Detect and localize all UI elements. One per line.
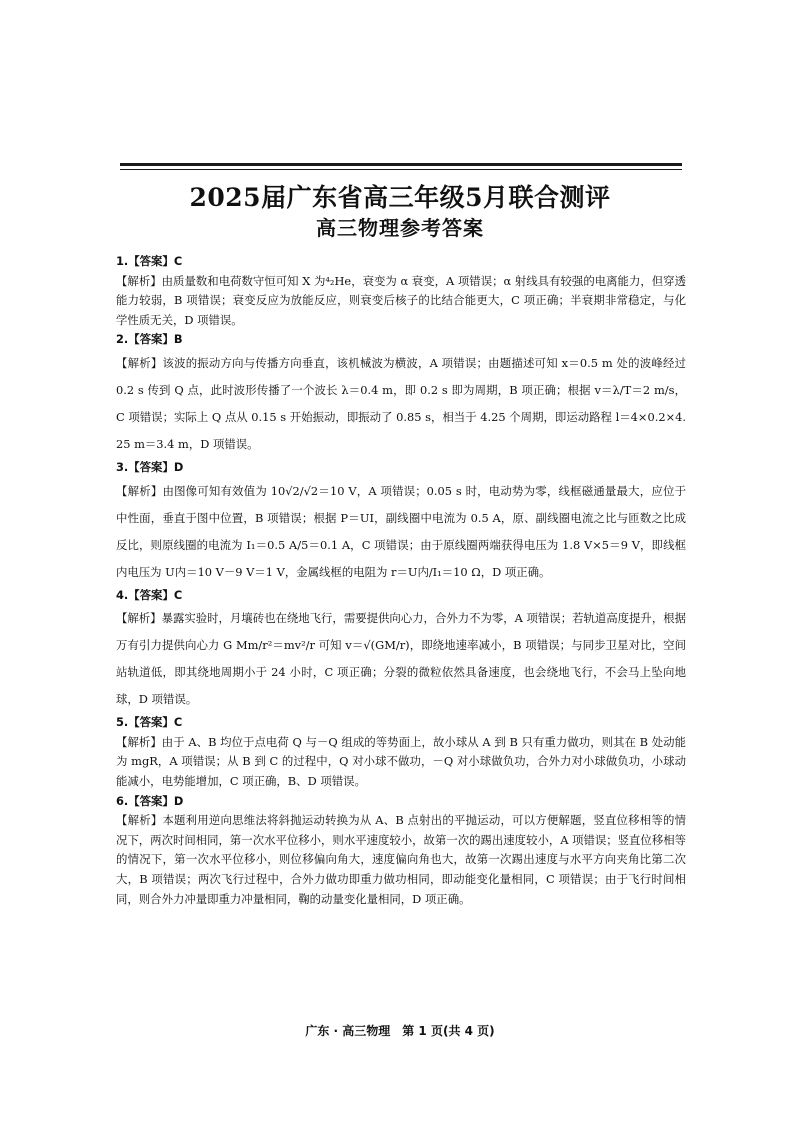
explanation-text: 【解析】暴露实验时，月壤砖也在绕地飞行，需要提供向心力，合外力不为零，A 项错误；若轨道高度提升，根据万有引力提供向心力 G Mm/r²＝mv²/r 可知 v＝√(GM/r)，即绕地速率减小，B 项错误；与同步卫星对比，空间站轨道低，即其绕地周期小于 24 小时，C 项正确；分裂的微粒依然具备速度，也会绕地飞行，不会马上坠向地球，D 项错误。 bbox=[116, 611, 686, 707]
question-5 bbox=[116, 713, 686, 791]
answer-line: 4.【答案】C bbox=[116, 587, 183, 602]
document-subtitle: 高三物理参考答案 bbox=[316, 216, 484, 240]
answer-line: 5.【答案】C bbox=[116, 715, 183, 730]
explanation-text: 【解析】本题利用逆向思维法将斜抛运动转换为从 A、B 点射出的平抛运动，可以方便解题，竖直位移相等的情况下，两次时间相同，第一次水平位移小，则水平速度较小，故第一次的踢出速度较小，A 项错误；竖直位移相等的情况下，第一次水平位移小，则位移偏向角大，速度偏向角也大，故第一次踢出速度与水平方向夹角比第二次大，B 项错误；两次飞行过程中，合外力做功即重力做功相同，即动能变化量相同，C 项错误；由于飞行时间相同，则合外力冲量即重力冲量相同，鞠的动量变化量相同，D 项正确。 bbox=[116, 813, 686, 906]
explanation-text: 【解析】该波的振动方向与传播方向垂直，该机械波为横波，A 项错误；由题描述可知 x＝0.5 m 处的波峰经过 0.2 s 传到 Q 点，此时波形传播了一个波长 λ＝0.4 m，即 0.2 s 即为周期，B 项正确；根据 v＝λ/T＝2 m/s，C 项错误；实际上 Q 点从 0.15 s 开始振动，即振动了 0.85 s，相当于 4.25 个周期，即运动路程 l＝4×0.2×4.25 m＝3.4 m，D 项错误。 bbox=[116, 355, 686, 451]
explanation-text: 【解析】由图像可知有效值为 10√2/√2＝10 V，A 项错误；0.05 s 时，电动势为零，线框磁通量最大，应位于中性面，垂直于图中位置，B 项错误；根据 P＝UI，副线圈中电流为 0.5 A，原、副线圈电流之比与匝数之比成反比，则原线圈的电流为 I₁＝0.5 A/5＝0.1 A，C 项错误；由于原线圈两端获得电压为 1.8 V×5＝9 V，即线框内电压为 U内＝10 V－9 V＝1 V，金属线框的电阻为 r＝U内/I₁＝10 Ω，D 项正确。 bbox=[116, 483, 686, 579]
question-6 bbox=[116, 792, 686, 910]
question-3 bbox=[116, 458, 686, 586]
answer-line: 3.【答案】D bbox=[116, 459, 184, 474]
document-title: 2025届广东省高三年级5月联合测评 bbox=[189, 183, 611, 212]
header-rule-thin bbox=[120, 169, 682, 170]
answer-line: 6.【答案】D bbox=[116, 793, 184, 808]
answer-line: 1.【答案】C bbox=[116, 254, 183, 268]
question-2 bbox=[116, 330, 686, 458]
page-footer: 广东 · 高三物理 第 1 页(共 4 页) bbox=[305, 1024, 495, 1038]
header-rule-thick bbox=[120, 163, 682, 166]
explanation-text: 【解析】由质量数和电荷数守恒可知 X 为⁴₂He，衰变为 α 衰变，A 项错误；α 射线具有较强的电离能力，但穿透能力较弱，B 项错误；衰变反应为放能反应，则衰变后核子的比结合能更大，C 项正确；半衰期非常稳定，与化学性质无关，D 项错误。 bbox=[116, 273, 686, 327]
answer-list bbox=[116, 252, 686, 909]
explanation-text: 【解析】由于 A、B 均位于点电荷 Q 与－Q 组成的等势面上，故小球从 A 到 B 只有重力做功，则其在 B 处动能为 mgR，A 项错误；从 B 到 C 的过程中，Q 对小球不做功，－Q 对小球做负功，合外力对小球做负功，小球动能减小，电势能增加，C 项正确，B、D 项错误。 bbox=[116, 734, 686, 788]
question-4 bbox=[116, 586, 686, 714]
answer-line: 2.【答案】B bbox=[116, 332, 183, 347]
question-1 bbox=[116, 252, 686, 330]
